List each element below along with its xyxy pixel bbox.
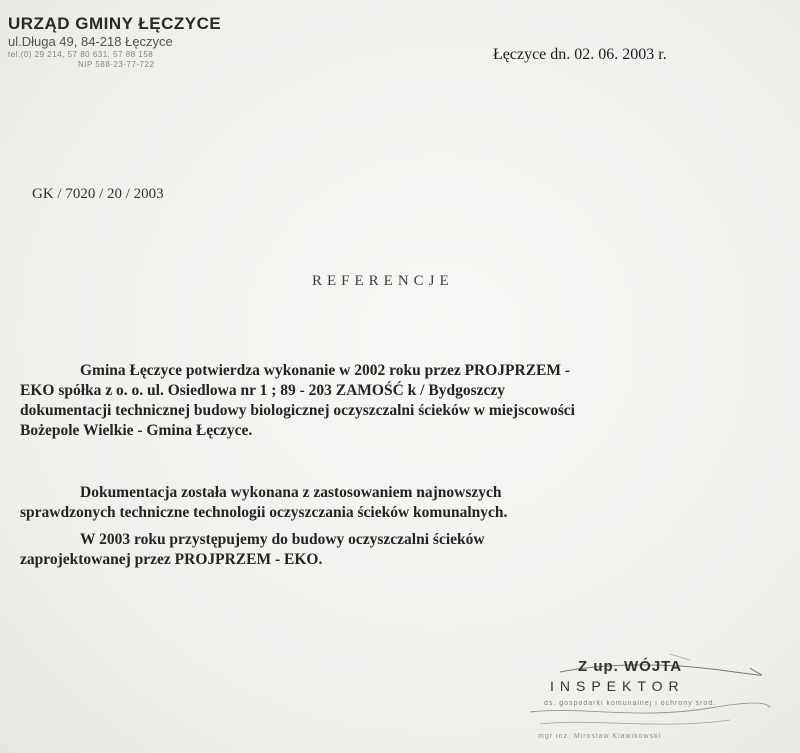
paragraph-line: W 2003 roku przystępujemy do budowy oczyszczalni ścieków: [80, 531, 485, 548]
paragraph-documentation: [20, 483, 790, 523]
signature-on-behalf: Z up. WÓJTA: [578, 658, 683, 675]
stamp-office-name: URZĄD GMINY ŁĘCZYCE: [8, 14, 222, 33]
letterhead-stamp: [8, 14, 253, 70]
paragraph-construction: [20, 530, 790, 570]
stamp-phone: tel.(0) 29 214, 57 80 631, 57 88 158: [8, 50, 154, 59]
reference-number: GK / 7020 / 20 / 2003: [32, 186, 164, 202]
paragraph-line: EKO spółka z o. o. ul. Osiedlowa nr 1 ; 89 - 203 ZAMOŚĆ k / Bydgoszczy: [20, 382, 505, 399]
signature-stamp: [520, 650, 780, 750]
place-date: Łęczyce dn. 02. 06. 2003 r.: [493, 46, 667, 63]
paragraph-line: Bożepole Wielkie - Gmina Łęczyce.: [20, 422, 253, 439]
paragraph-line: Dokumentacja została wykonana z zastosowaniem najnowszych: [80, 484, 502, 501]
stamp-address: ul.Długa 49, 84-218 Łęczyce: [8, 34, 173, 49]
paragraph-line: zaprojektowanej przez PROJPRZEM - EKO.: [20, 551, 323, 568]
signature-position: INSPEKTOR: [550, 678, 685, 694]
signature-name: mgr inż. Mirosław Klawikowski: [538, 733, 662, 740]
paragraph-line: sprawdzonych techniczne technologii oczyszczania ścieków komunalnych.: [20, 504, 508, 521]
document-title: REFERENCJE: [312, 273, 454, 289]
stamp-tax-id: NIP 588-23-77-722: [78, 60, 155, 69]
paragraph-confirmation: [20, 361, 790, 441]
paragraph-line: dokumentacji technicznej budowy biologicznej oczyszczalni ścieków w miejscowości: [20, 402, 575, 419]
signature-department: ds. gospodarki komunalnej i ochrony środ.: [544, 700, 717, 707]
paragraph-line: Gmina Łęczyce potwierdza wykonanie w 2002 roku przez PROJPRZEM -: [80, 362, 571, 379]
